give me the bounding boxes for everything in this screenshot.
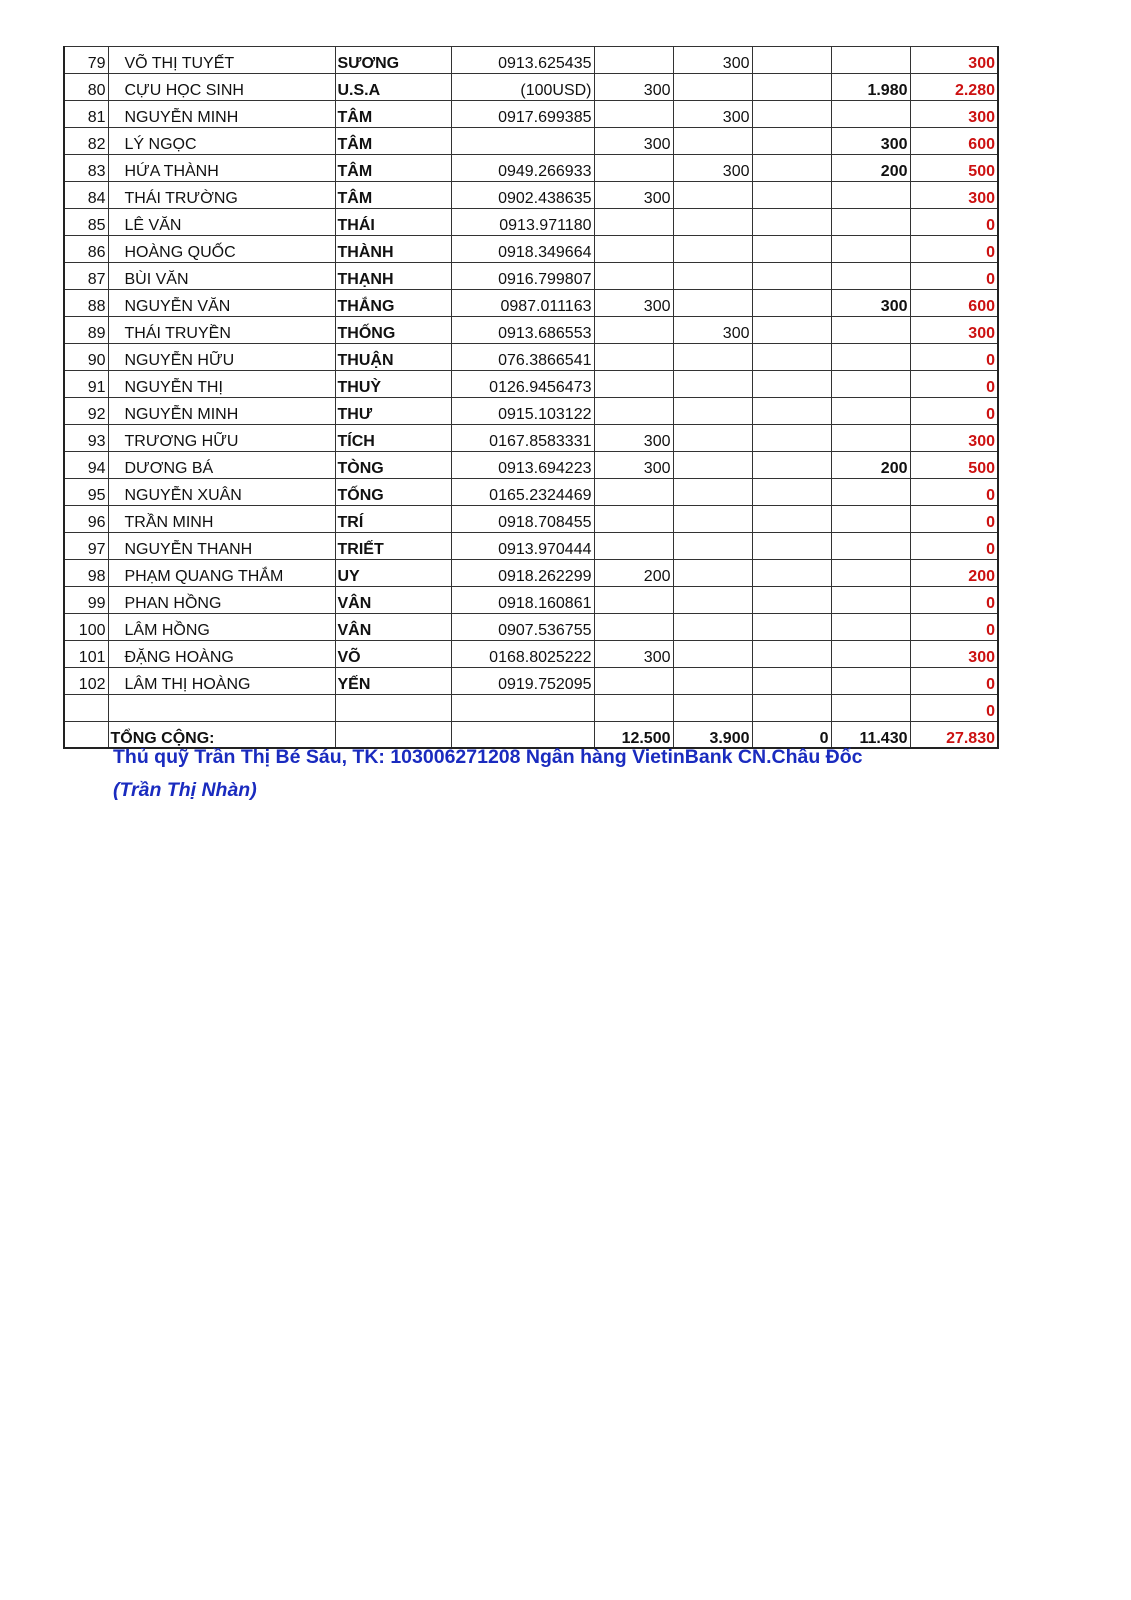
amount-col3-cell: [752, 371, 831, 398]
row-total-cell: 0: [910, 587, 998, 614]
row-number: 91: [64, 371, 108, 398]
amount-col2-cell: [673, 695, 752, 722]
amount-col3-cell: [752, 344, 831, 371]
amount-col4-cell: [831, 479, 910, 506]
table-row: [64, 614, 998, 641]
table-row: [64, 155, 998, 182]
amount-col3-cell: [752, 695, 831, 722]
phone-cell: 0913.694223: [451, 452, 594, 479]
amount-col3-cell: [752, 317, 831, 344]
surname-cell: PHAN HỒNG: [108, 587, 335, 614]
given-name-cell: THÀNH: [335, 236, 451, 263]
amount-col4-cell: [831, 236, 910, 263]
surname-cell: VÕ THỊ TUYẾT: [108, 47, 335, 74]
row-total-cell: 0: [910, 263, 998, 290]
phone-cell: [451, 128, 594, 155]
phone-cell: 0902.438635: [451, 182, 594, 209]
amount-col3-cell: [752, 155, 831, 182]
given-name-cell: SƯƠNG: [335, 47, 451, 74]
row-number: 99: [64, 587, 108, 614]
phone-cell: 0918.708455: [451, 506, 594, 533]
table-row: [64, 209, 998, 236]
surname-cell: HOÀNG QUỐC: [108, 236, 335, 263]
row-number: 81: [64, 101, 108, 128]
table-row: [64, 182, 998, 209]
grand-total: 27.830: [910, 722, 998, 749]
row-total-cell: 300: [910, 182, 998, 209]
table-row: [64, 128, 998, 155]
table-row: [64, 371, 998, 398]
amount-col4-cell: [831, 425, 910, 452]
amount-col4-cell: [831, 533, 910, 560]
phone-cell: 0913.686553: [451, 317, 594, 344]
amount-col1-cell: [594, 236, 673, 263]
row-total-cell: 0: [910, 614, 998, 641]
row-number: 85: [64, 209, 108, 236]
row-number: 93: [64, 425, 108, 452]
row-total-cell: 500: [910, 452, 998, 479]
amount-col1-cell: [594, 47, 673, 74]
amount-col3-cell: [752, 236, 831, 263]
given-name-cell: TRIẾT: [335, 533, 451, 560]
given-name-cell: TÍCH: [335, 425, 451, 452]
amount-col2-cell: [673, 668, 752, 695]
totals-row: [64, 722, 998, 749]
amount-col1-cell: [594, 317, 673, 344]
phone-cell: 0917.699385: [451, 101, 594, 128]
amount-col2-cell: [673, 587, 752, 614]
surname-cell: TRƯƠNG HỮU: [108, 425, 335, 452]
row-total-cell: 300: [910, 425, 998, 452]
phone-cell: [451, 695, 594, 722]
amount-col2-cell: [673, 425, 752, 452]
phone-cell: 0126.9456473: [451, 371, 594, 398]
given-name-cell: THẮNG: [335, 290, 451, 317]
surname-cell: LÂM HỒNG: [108, 614, 335, 641]
table-row: [64, 533, 998, 560]
surname-cell: NGUYỄN THANH: [108, 533, 335, 560]
given-name-cell: TÂM: [335, 182, 451, 209]
table-row: [64, 74, 998, 101]
phone-cell: 0168.8025222: [451, 641, 594, 668]
given-name-cell: THÁI: [335, 209, 451, 236]
table-body: [64, 47, 998, 749]
amount-col4-cell: [831, 614, 910, 641]
amount-col2-cell: [673, 533, 752, 560]
amount-col3-cell: [752, 479, 831, 506]
amount-col4-cell: 300: [831, 290, 910, 317]
amount-col2-cell: [673, 209, 752, 236]
surname-cell: NGUYỄN MINH: [108, 398, 335, 425]
surname-cell: THÁI TRUYỀN: [108, 317, 335, 344]
amount-col2-cell: [673, 479, 752, 506]
row-total-cell: 300: [910, 47, 998, 74]
amount-col3-cell: [752, 209, 831, 236]
given-name-cell: TỐNG: [335, 479, 451, 506]
row-total-cell: 0: [910, 506, 998, 533]
total-col1: 12.500: [594, 722, 673, 749]
row-total-cell: 0: [910, 398, 998, 425]
amount-col2-cell: [673, 560, 752, 587]
phone-cell: (100USD): [451, 74, 594, 101]
amount-col1-cell: [594, 587, 673, 614]
row-number: 80: [64, 74, 108, 101]
totals-blank-cell: [64, 722, 108, 749]
treasurer-name-line: (Trần Thị Nhàn): [113, 779, 257, 801]
table-row: [64, 344, 998, 371]
amount-col4-cell: [831, 47, 910, 74]
amount-col1-cell: 300: [594, 182, 673, 209]
given-name-cell: THƯ: [335, 398, 451, 425]
amount-col3-cell: [752, 74, 831, 101]
amount-col2-cell: [673, 614, 752, 641]
table-row: [64, 317, 998, 344]
amount-col3-cell: [752, 47, 831, 74]
amount-col4-cell: [831, 641, 910, 668]
amount-col1-cell: [594, 263, 673, 290]
row-total-cell: 0: [910, 533, 998, 560]
amount-col4-cell: [831, 344, 910, 371]
amount-col3-cell: [752, 641, 831, 668]
surname-cell: DƯƠNG BÁ: [108, 452, 335, 479]
row-number: 90: [64, 344, 108, 371]
row-number: 87: [64, 263, 108, 290]
row-number: 84: [64, 182, 108, 209]
amount-col2-cell: [673, 398, 752, 425]
total-col3: 0: [752, 722, 831, 749]
amount-col2-cell: [673, 236, 752, 263]
amount-col4-cell: [831, 560, 910, 587]
amount-col1-cell: [594, 371, 673, 398]
total-col2: 3.900: [673, 722, 752, 749]
amount-col2-cell: [673, 128, 752, 155]
amount-col1-cell: [594, 155, 673, 182]
surname-cell: HỨA THÀNH: [108, 155, 335, 182]
surname-cell: NGUYỄN THỊ: [108, 371, 335, 398]
totals-blank-cell: [451, 722, 594, 749]
amount-col3-cell: [752, 533, 831, 560]
amount-col3-cell: [752, 587, 831, 614]
amount-col3-cell: [752, 668, 831, 695]
row-total-cell: 300: [910, 317, 998, 344]
given-name-cell: YẾN: [335, 668, 451, 695]
given-name-cell: TÂM: [335, 155, 451, 182]
row-number: 95: [64, 479, 108, 506]
table-row: [64, 668, 998, 695]
row-number: 79: [64, 47, 108, 74]
amount-col1-cell: [594, 614, 673, 641]
phone-cell: 0918.262299: [451, 560, 594, 587]
amount-col3-cell: [752, 263, 831, 290]
row-number: [64, 695, 108, 722]
row-total-cell: 200: [910, 560, 998, 587]
row-number: 89: [64, 317, 108, 344]
table-row: [64, 263, 998, 290]
treasurer-account-line: Thủ quỹ Trần Thị Bé Sáu, TK: 103006271208 Ngân hàng VietinBank CN.Châu Đốc: [113, 746, 863, 768]
totals-blank-cell: [335, 722, 451, 749]
amount-col1-cell: 200: [594, 560, 673, 587]
row-number: 102: [64, 668, 108, 695]
table-row: [64, 101, 998, 128]
amount-col2-cell: [673, 344, 752, 371]
surname-cell: THÁI TRƯỜNG: [108, 182, 335, 209]
row-number: 98: [64, 560, 108, 587]
phone-cell: 0987.011163: [451, 290, 594, 317]
phone-cell: 0167.8583331: [451, 425, 594, 452]
amount-col4-cell: [831, 263, 910, 290]
total-col4: 11.430: [831, 722, 910, 749]
row-number: 92: [64, 398, 108, 425]
amount-col4-cell: 200: [831, 452, 910, 479]
amount-col1-cell: [594, 506, 673, 533]
phone-cell: 0916.799807: [451, 263, 594, 290]
amount-col2-cell: 300: [673, 101, 752, 128]
table-row: [64, 560, 998, 587]
row-total-cell: 300: [910, 641, 998, 668]
amount-col3-cell: [752, 101, 831, 128]
amount-col1-cell: [594, 101, 673, 128]
surname-cell: LÝ NGỌC: [108, 128, 335, 155]
totals-label: TỔNG CỘNG:: [108, 722, 335, 749]
surname-cell: LÊ VĂN: [108, 209, 335, 236]
amount-col3-cell: [752, 425, 831, 452]
row-total-cell: 0: [910, 236, 998, 263]
table-row: [64, 452, 998, 479]
table-row: [64, 641, 998, 668]
surname-cell: [108, 695, 335, 722]
amount-col1-cell: 300: [594, 74, 673, 101]
row-total-cell: 500: [910, 155, 998, 182]
given-name-cell: TÂM: [335, 101, 451, 128]
row-total-cell: 0: [910, 479, 998, 506]
table-row: [64, 587, 998, 614]
row-total-cell: 300: [910, 101, 998, 128]
amount-col2-cell: [673, 74, 752, 101]
row-number: 82: [64, 128, 108, 155]
phone-cell: 0915.103122: [451, 398, 594, 425]
table-row: [64, 290, 998, 317]
table-row: [64, 425, 998, 452]
amount-col4-cell: [831, 182, 910, 209]
row-number: 86: [64, 236, 108, 263]
amount-col1-cell: [594, 533, 673, 560]
amount-col1-cell: [594, 209, 673, 236]
surname-cell: PHẠM QUANG THẮM: [108, 560, 335, 587]
amount-col4-cell: [831, 668, 910, 695]
row-number: 97: [64, 533, 108, 560]
amount-col2-cell: [673, 641, 752, 668]
row-number: 83: [64, 155, 108, 182]
amount-col4-cell: 200: [831, 155, 910, 182]
row-total-cell: 2.280: [910, 74, 998, 101]
surname-cell: NGUYỄN XUÂN: [108, 479, 335, 506]
phone-cell: 0913.971180: [451, 209, 594, 236]
row-total-cell: 0: [910, 344, 998, 371]
row-number: 100: [64, 614, 108, 641]
amount-col4-cell: [831, 587, 910, 614]
amount-col1-cell: [594, 398, 673, 425]
amount-col1-cell: 300: [594, 425, 673, 452]
given-name-cell: THẠNH: [335, 263, 451, 290]
amount-col1-cell: [594, 344, 673, 371]
amount-col1-cell: 300: [594, 452, 673, 479]
given-name-cell: TRÍ: [335, 506, 451, 533]
phone-cell: 0918.349664: [451, 236, 594, 263]
surname-cell: BÙI VĂN: [108, 263, 335, 290]
donation-table: [63, 46, 999, 749]
surname-cell: ĐẶNG HOÀNG: [108, 641, 335, 668]
table-row: [64, 506, 998, 533]
amount-col4-cell: [831, 398, 910, 425]
amount-col1-cell: 300: [594, 641, 673, 668]
amount-col2-cell: 300: [673, 317, 752, 344]
surname-cell: NGUYỄN MINH: [108, 101, 335, 128]
phone-cell: 0919.752095: [451, 668, 594, 695]
amount-col1-cell: 300: [594, 128, 673, 155]
table-row: [64, 479, 998, 506]
phone-cell: 0907.536755: [451, 614, 594, 641]
given-name-cell: TÂM: [335, 128, 451, 155]
amount-col2-cell: [673, 290, 752, 317]
amount-col2-cell: [673, 263, 752, 290]
given-name-cell: VÂN: [335, 614, 451, 641]
amount-col4-cell: [831, 371, 910, 398]
amount-col3-cell: [752, 452, 831, 479]
table-row: [64, 236, 998, 263]
given-name-cell: THUỲ: [335, 371, 451, 398]
given-name-cell: VÂN: [335, 587, 451, 614]
given-name-cell: UY: [335, 560, 451, 587]
given-name-cell: TÒNG: [335, 452, 451, 479]
amount-col3-cell: [752, 182, 831, 209]
table-row: [64, 398, 998, 425]
row-number: 96: [64, 506, 108, 533]
surname-cell: NGUYỄN VĂN: [108, 290, 335, 317]
phone-cell: 0913.625435: [451, 47, 594, 74]
surname-cell: TRẦN MINH: [108, 506, 335, 533]
row-total-cell: 0: [910, 209, 998, 236]
amount-col3-cell: [752, 560, 831, 587]
amount-col4-cell: [831, 317, 910, 344]
phone-cell: 0949.266933: [451, 155, 594, 182]
given-name-cell: VÕ: [335, 641, 451, 668]
amount-col3-cell: [752, 290, 831, 317]
amount-col3-cell: [752, 398, 831, 425]
amount-col1-cell: [594, 695, 673, 722]
amount-col2-cell: [673, 371, 752, 398]
given-name-cell: U.S.A: [335, 74, 451, 101]
surname-cell: LÂM THỊ HOÀNG: [108, 668, 335, 695]
phone-cell: 0165.2324469: [451, 479, 594, 506]
amount-col1-cell: [594, 668, 673, 695]
surname-cell: CỰU HỌC SINH: [108, 74, 335, 101]
phone-cell: 0913.970444: [451, 533, 594, 560]
given-name-cell: [335, 695, 451, 722]
row-total-cell: 0: [910, 668, 998, 695]
table-row: [64, 695, 998, 722]
row-total-cell: 0: [910, 695, 998, 722]
row-total-cell: 600: [910, 128, 998, 155]
amount-col1-cell: 300: [594, 290, 673, 317]
amount-col3-cell: [752, 128, 831, 155]
row-number: 88: [64, 290, 108, 317]
amount-col4-cell: [831, 209, 910, 236]
table-row: [64, 47, 998, 74]
given-name-cell: THỐNG: [335, 317, 451, 344]
amount-col1-cell: [594, 479, 673, 506]
row-number: 94: [64, 452, 108, 479]
amount-col2-cell: [673, 182, 752, 209]
amount-col2-cell: 300: [673, 155, 752, 182]
amount-col2-cell: 300: [673, 47, 752, 74]
amount-col4-cell: 1.980: [831, 74, 910, 101]
given-name-cell: THUẬN: [335, 344, 451, 371]
amount-col3-cell: [752, 506, 831, 533]
row-number: 101: [64, 641, 108, 668]
amount-col3-cell: [752, 614, 831, 641]
amount-col4-cell: [831, 101, 910, 128]
row-total-cell: 600: [910, 290, 998, 317]
surname-cell: NGUYỄN HỮU: [108, 344, 335, 371]
amount-col4-cell: [831, 695, 910, 722]
phone-cell: 076.3866541: [451, 344, 594, 371]
amount-col2-cell: [673, 506, 752, 533]
amount-col2-cell: [673, 452, 752, 479]
phone-cell: 0918.160861: [451, 587, 594, 614]
amount-col4-cell: 300: [831, 128, 910, 155]
amount-col4-cell: [831, 506, 910, 533]
row-total-cell: 0: [910, 371, 998, 398]
